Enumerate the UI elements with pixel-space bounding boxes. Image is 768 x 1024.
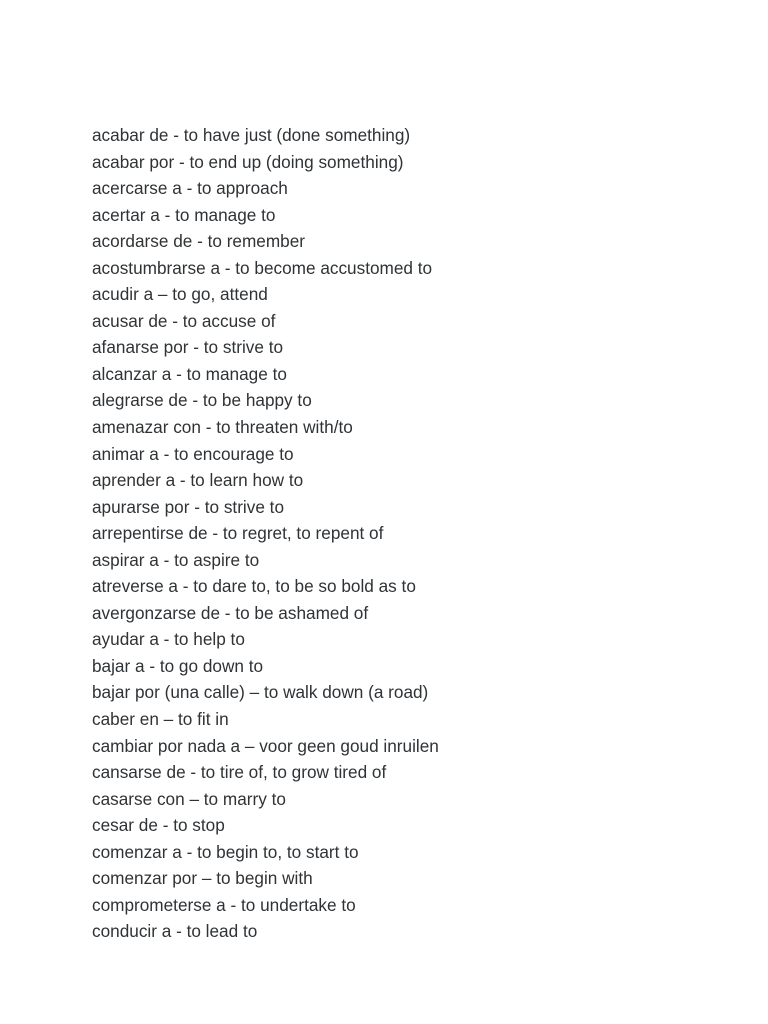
list-item: acertar a - to manage to: [92, 204, 276, 225]
list-item: cesar de - to stop: [92, 815, 225, 836]
list-item: alcanzar a - to manage to: [92, 363, 287, 384]
list-item: acusar de - to accuse of: [92, 310, 276, 331]
list-item: cansarse de - to tire of, to grow tired of: [92, 762, 387, 783]
list-item: afanarse por - to strive to: [92, 337, 284, 358]
list-item: avergonzarse de - to be ashamed of: [92, 602, 369, 623]
verb-preposition-list: [92, 122, 439, 945]
list-item: acudir a – to go, attend: [92, 284, 268, 305]
list-item: acabar por - to end up (doing something): [92, 151, 404, 172]
list-item: atreverse a - to dare to, to be so bold as to: [92, 576, 416, 597]
list-item: casarse con – to marry to: [92, 788, 286, 809]
list-item: aspirar a - to aspire to: [92, 549, 260, 570]
list-item: bajar a - to go down to: [92, 655, 264, 676]
list-item: acercarse a - to approach: [92, 178, 288, 199]
list-item: comenzar por – to begin with: [92, 868, 313, 889]
list-item: acabar de - to have just (done something): [92, 125, 411, 145]
list-item: alegrarse de - to be happy to: [92, 390, 312, 411]
list-item: cambiar por nada a – voor geen goud inruilen: [92, 735, 439, 756]
list-item: amenazar con - to threaten with/to: [92, 417, 353, 438]
list-item: comprometerse a - to undertake to: [92, 894, 356, 915]
list-item: caber en – to fit in: [92, 709, 229, 730]
list-item: ayudar a - to help to: [92, 629, 245, 650]
list-item: animar a - to encourage to: [92, 443, 294, 464]
list-item: acostumbrarse a - to become accustomed to: [92, 257, 433, 278]
list-item: conducir a - to lead to: [92, 921, 258, 942]
list-item: comenzar a - to begin to, to start to: [92, 841, 359, 862]
list-item: bajar por (una calle) – to walk down (a road): [92, 682, 429, 703]
list-item: acordarse de - to remember: [92, 231, 306, 252]
list-item: arrepentirse de - to regret, to repent of: [92, 523, 384, 544]
list-item: apurarse por - to strive to: [92, 496, 285, 517]
list-item: aprender a - to learn how to: [92, 470, 304, 491]
